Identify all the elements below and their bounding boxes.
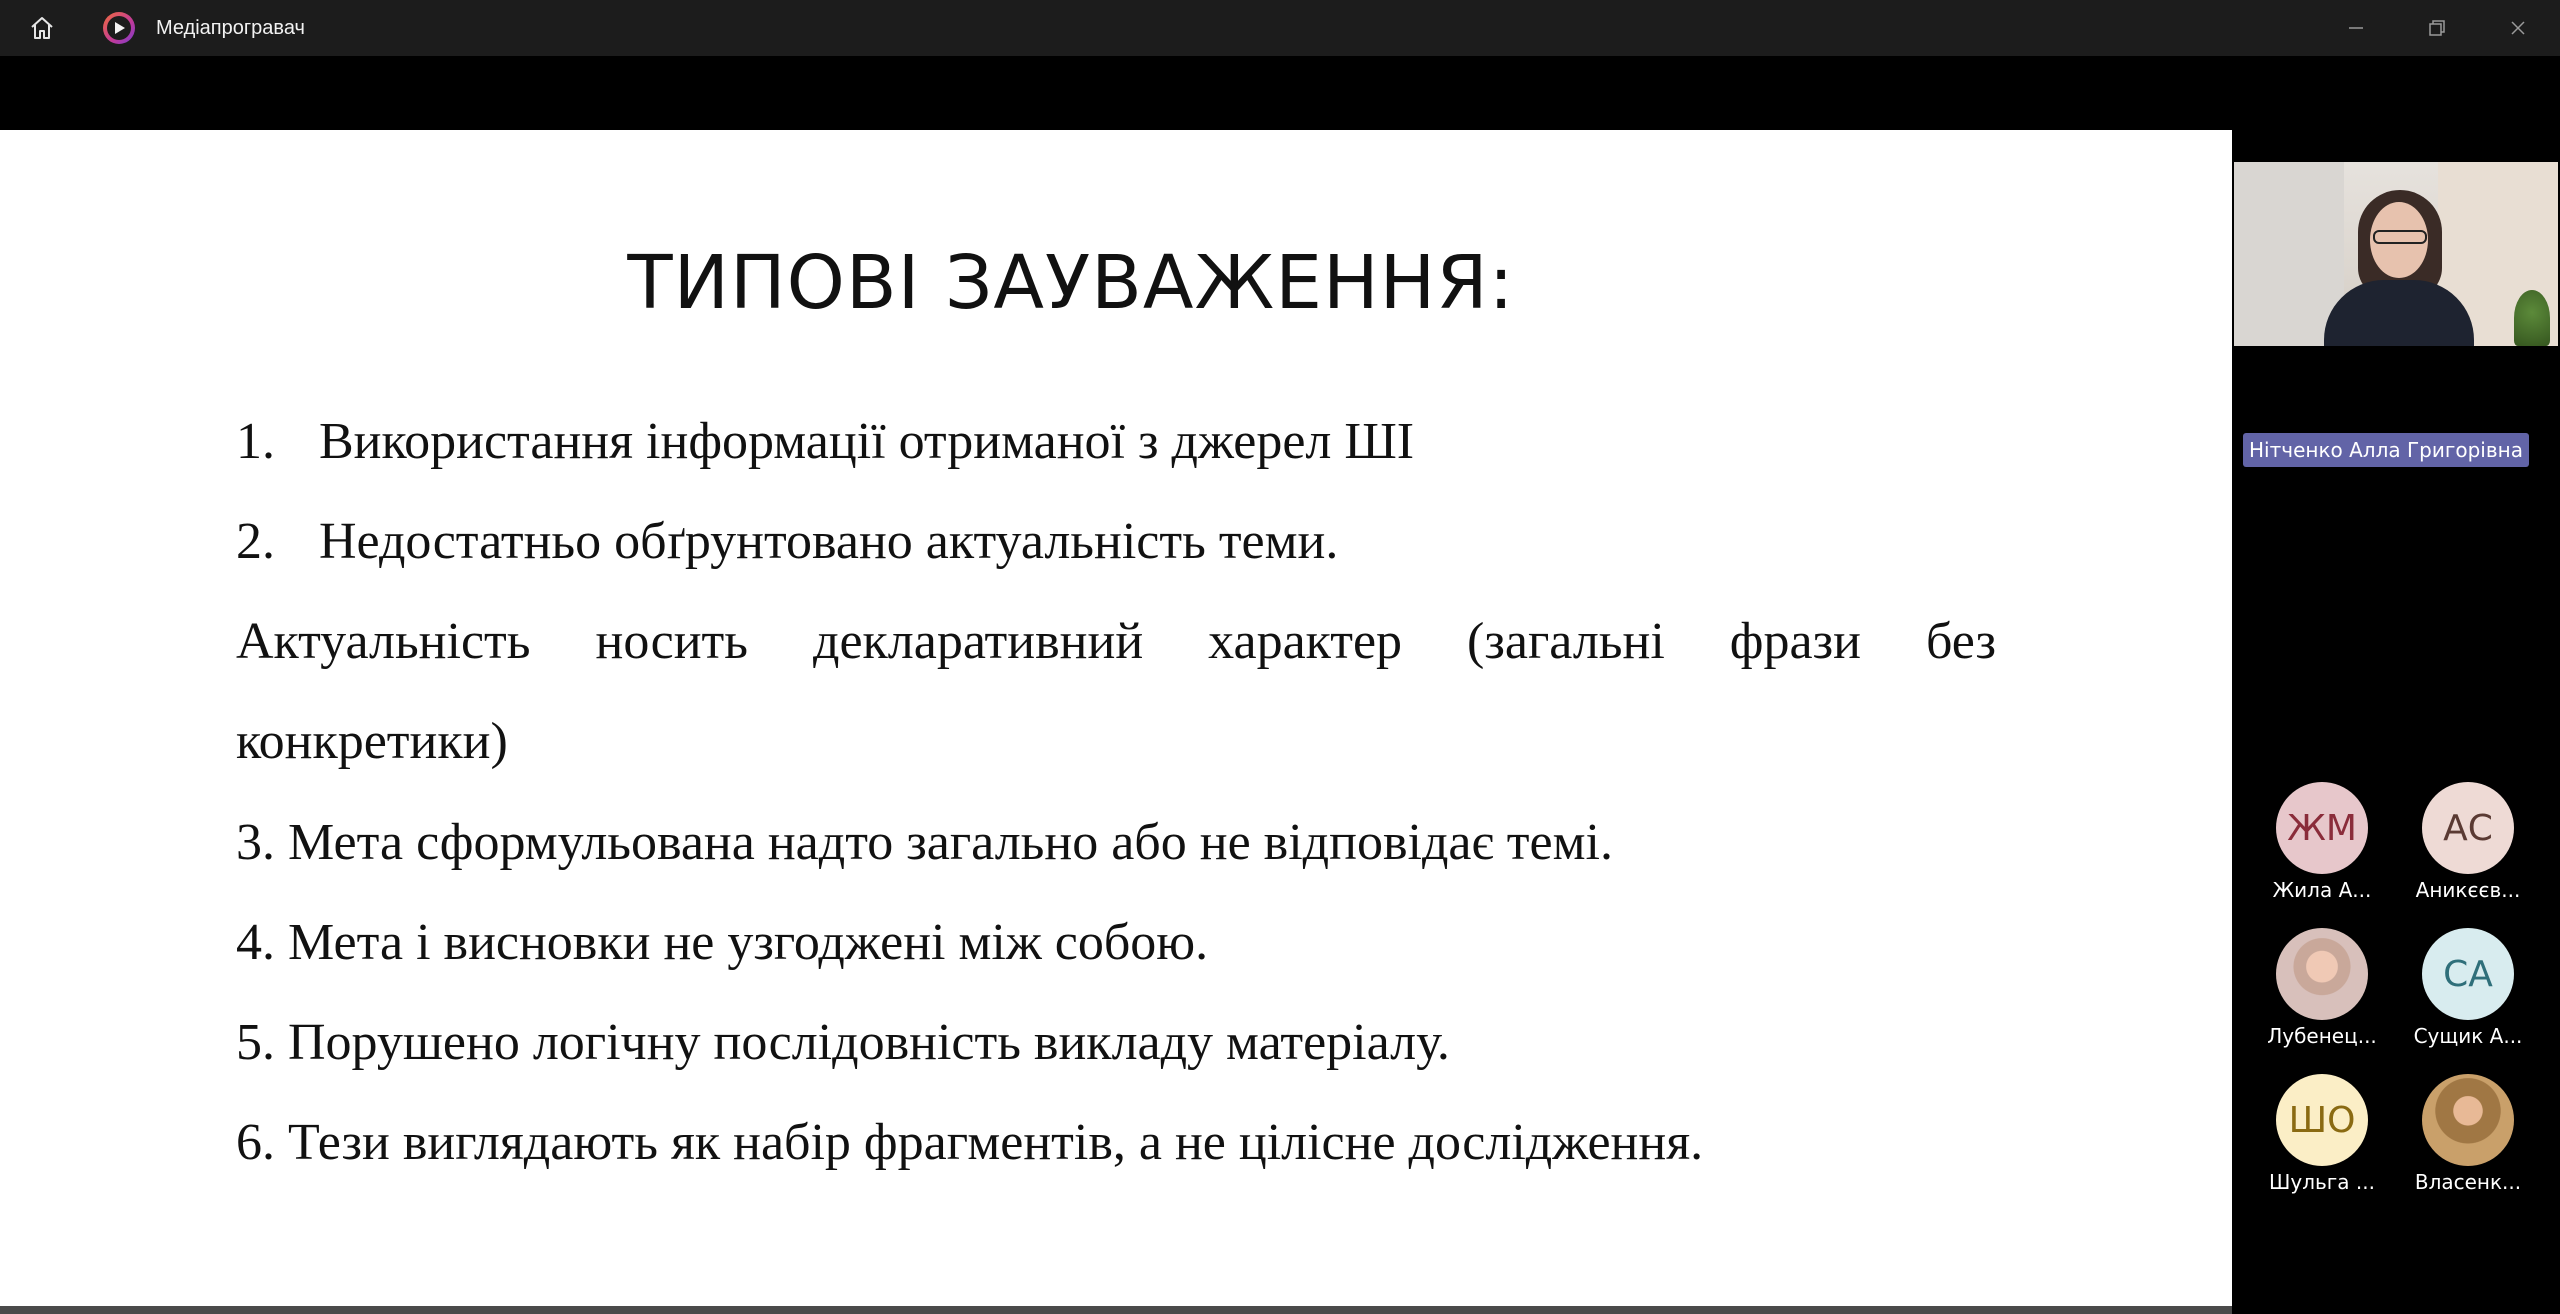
home-button[interactable]	[24, 12, 60, 44]
minimize-button[interactable]	[2316, 0, 2396, 56]
list-item: 4. Мета і висновки не узгоджені між собою.	[236, 914, 1209, 971]
minimize-icon	[2346, 18, 2366, 38]
participant-name: Жила А...	[2272, 878, 2372, 902]
avatar: ЖМ	[2276, 782, 2368, 874]
participant-name: Лубенец...	[2267, 1024, 2377, 1048]
speaker-video[interactable]	[2234, 162, 2558, 346]
list-item-number: 1.	[236, 413, 275, 470]
participant-tile[interactable]	[2257, 1074, 2387, 1194]
participant-tile[interactable]	[2403, 928, 2533, 1048]
avatar: ШО	[2276, 1074, 2368, 1166]
list-item: 6. Тези виглядають як набір фрагментів, а не цілісне дослідження.	[236, 1114, 1704, 1171]
participant-tile[interactable]	[2403, 1074, 2533, 1194]
maximize-icon	[2427, 18, 2447, 38]
window-title: Медіапрогравач	[156, 17, 305, 39]
paragraph-line: Актуальність носить декларативний характер (загальні фрази без	[236, 613, 1996, 670]
home-icon	[28, 14, 56, 42]
participant-tile[interactable]	[2257, 782, 2387, 902]
avatar-photo	[2276, 928, 2368, 1020]
list-item: 3. Мета сформульована надто загально або не відповідає темі.	[236, 814, 1613, 871]
list-item-number: 2.	[236, 513, 275, 570]
avatar-photo	[2422, 1074, 2514, 1166]
list-item-text: Використання інформації отриманої з джерел ШІ	[319, 413, 1415, 470]
avatar: СА	[2422, 928, 2514, 1020]
presentation-slide	[0, 130, 2232, 1306]
list-item	[236, 512, 1338, 571]
close-button[interactable]	[2478, 0, 2558, 56]
participant-name: Аникєєв...	[2415, 878, 2521, 902]
paragraph-line: конкретики)	[236, 713, 508, 770]
participant-name: Шульга ...	[2269, 1170, 2375, 1194]
list-item	[236, 412, 1414, 471]
list-item: 5. Порушено логічну послідовність викладу матеріалу.	[236, 1014, 1450, 1071]
avatar: АС	[2422, 782, 2514, 874]
speaker-name-badge: Нітченко Алла Григорівна	[2243, 433, 2529, 467]
list-item-text: Недостатньо обґрунтовано актуальність теми.	[319, 513, 1339, 570]
participant-tile[interactable]	[2403, 782, 2533, 902]
participant-name: Власенк...	[2414, 1170, 2522, 1194]
restore-button[interactable]	[2397, 0, 2477, 56]
slide-bottom-bar	[0, 1306, 2232, 1314]
media-player-icon	[103, 12, 135, 44]
participant-tile[interactable]	[2257, 928, 2387, 1048]
title-bar	[0, 0, 2560, 56]
close-icon	[2508, 18, 2528, 38]
slide-title: ТИПОВІ ЗАУВАЖЕННЯ:	[627, 240, 1515, 326]
participant-name: Сущик А...	[2413, 1024, 2523, 1048]
